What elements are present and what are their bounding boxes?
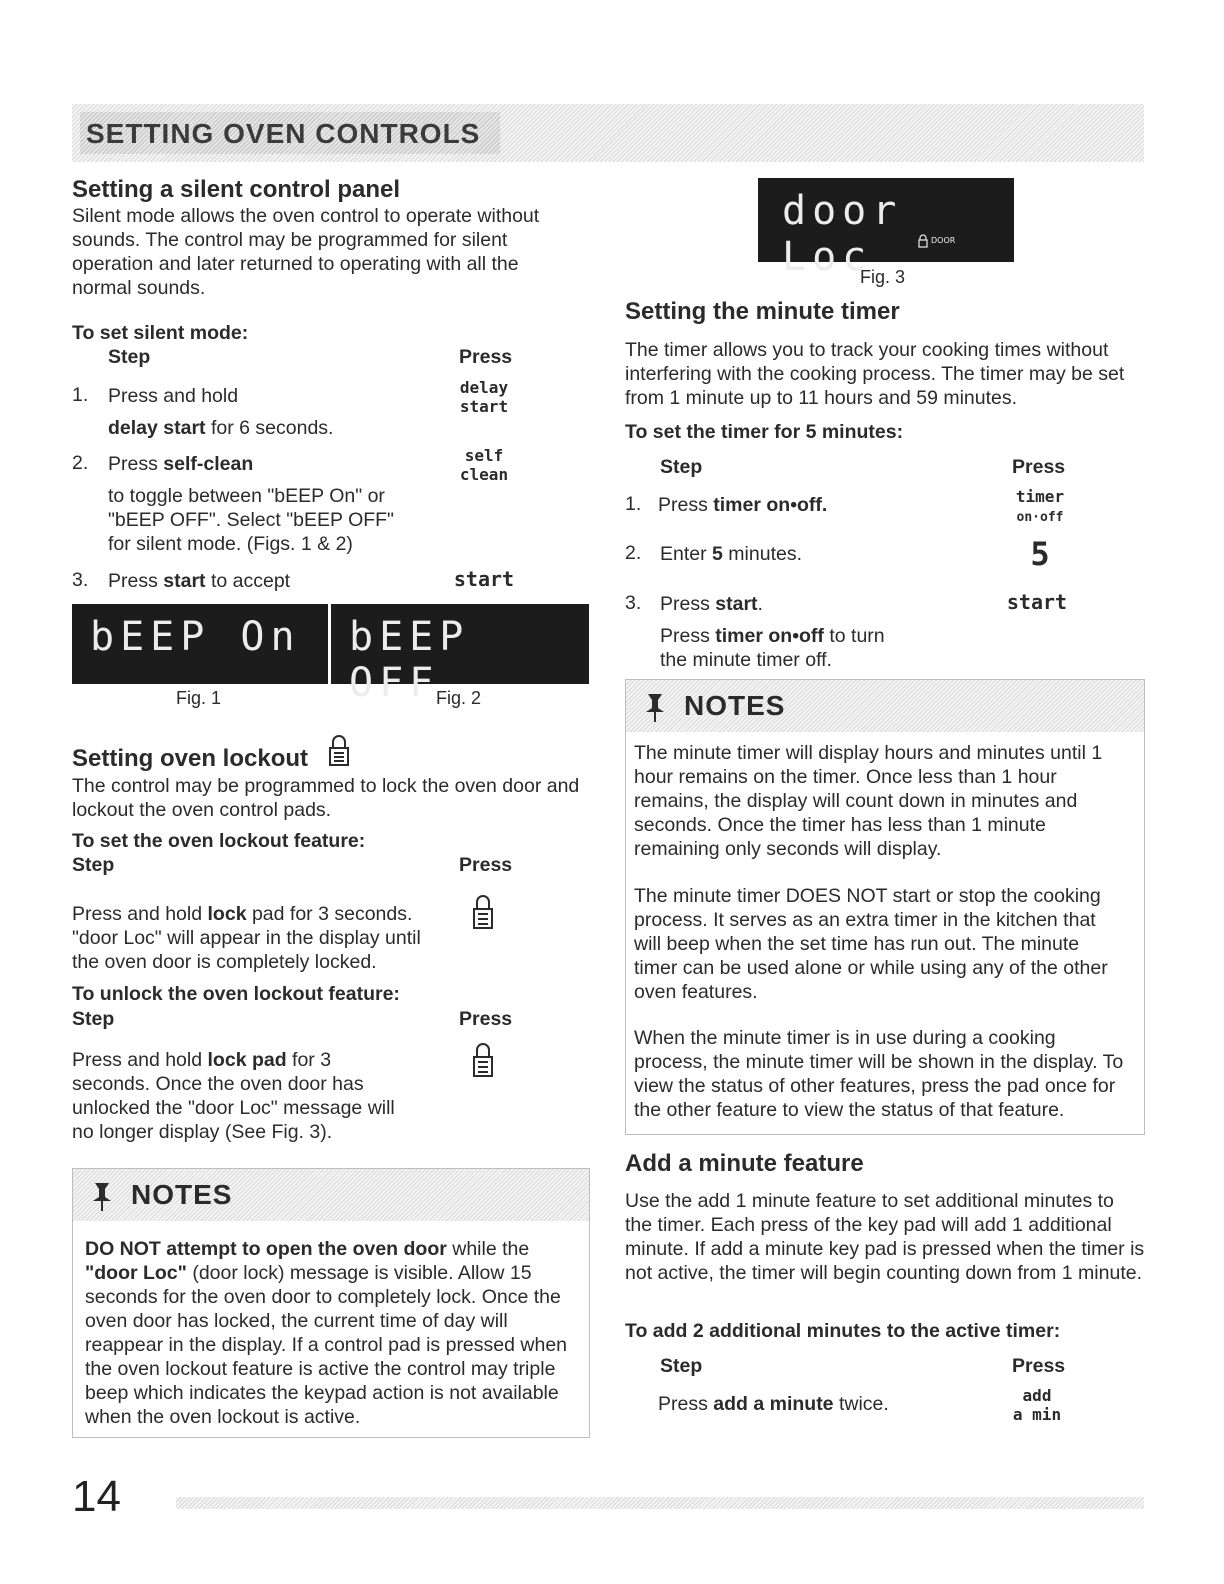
timer-on-off-key: timer on·off — [1015, 487, 1065, 525]
notes-paragraph: The minute timer DOES NOT start or stop the cooking process. It serves as an extra timer in the kitchen that will beep when the set time has run out. The minute timer can be used alone or while using any of the other oven features. — [634, 885, 1108, 1003]
step-text: Press timer on•off. — [658, 494, 828, 516]
key-name: delay start — [108, 417, 206, 439]
lockout-unlock-subheading: To unlock the oven lockout feature: — [72, 983, 400, 1005]
step-number: 2. — [625, 542, 642, 564]
pushpin-icon — [644, 690, 666, 724]
step-number: 1. — [625, 493, 642, 515]
addmin-press-header: Press — [1012, 1355, 1066, 1377]
notes-box — [72, 1168, 590, 1438]
section-banner — [72, 104, 1144, 162]
timer-press-header: Press — [1012, 456, 1066, 478]
step-text: to toggle between "bEEP On" or "bEEP OFF". Select "bEEP OFF" for silent mode. (Figs. 1 & 2) — [108, 485, 394, 555]
timer-intro: The timer allows you to track your cooking times without interfering with the cooking process. The timer may be set from 1 minute up to 11 hours and 59 minutes. — [625, 339, 1125, 409]
lock-icon — [918, 234, 928, 248]
addmin-heading: Add a minute feature — [625, 1150, 864, 1177]
addmin-subheading: To add 2 additional minutes to the active timer: — [625, 1320, 1061, 1342]
lock-icon — [472, 892, 494, 930]
step-number: 1. — [72, 384, 89, 406]
pushpin-icon — [91, 1179, 113, 1213]
notes-header — [73, 1169, 589, 1221]
step-number: 2. — [72, 452, 89, 474]
silent-subheading: To set silent mode: — [72, 322, 249, 344]
fig3-display: door Loc DOOR — [758, 178, 1014, 262]
unlock-step-header: Step — [72, 1008, 115, 1030]
lockout-intro: The control may be programmed to lock the oven door and lockout the oven control pads. — [72, 775, 580, 821]
number-5-key: 5 — [1030, 535, 1050, 573]
lockout-set-subheading: To set the oven lockout feature: — [72, 830, 366, 852]
fig2-caption: Fig. 2 — [436, 688, 482, 708]
silent-heading: Setting a silent control panel — [72, 176, 401, 203]
start-key: start — [453, 567, 515, 591]
step-text: Press add a minute twice. — [658, 1393, 889, 1415]
self-clean-key: self clean — [459, 446, 509, 484]
step-text: Enter 5 minutes. — [660, 543, 803, 565]
notes-paragraph: When the minute timer is in use during a cooking process, the minute timer will be shown in the display. To view the status of other features, press the pad once for the other feature to view the status of that feature. — [634, 1027, 1124, 1121]
lockout-unlock-text: Press and hold lock pad for 3 seconds. Once the oven door has unlocked the "door Loc" message will no longer display (See Fig. 3). — [72, 1049, 395, 1143]
page-title: SETTING OVEN CONTROLS — [86, 118, 481, 149]
lockout-step-header: Step — [72, 854, 115, 876]
addmin-step-header: Step — [660, 1355, 703, 1377]
lockout-press-header: Press — [459, 854, 513, 876]
notes-box — [625, 679, 1145, 1135]
fig1-display: bEEP On — [72, 604, 328, 684]
timer-step-header: Step — [660, 456, 703, 478]
lockout-set-text: Press and hold lock pad for 3 seconds. "door Loc" will appear in the display until the oven door is completely locked. — [72, 903, 421, 973]
step-text: Press start. — [660, 593, 763, 615]
notes-title: NOTES — [131, 1179, 233, 1210]
step-text: delay start for 6 seconds. — [108, 417, 334, 439]
page-number: 14 — [72, 1472, 121, 1521]
fig3-caption: Fig. 3 — [860, 267, 906, 287]
notes-paragraph: The minute timer will display hours and minutes until 1 hour remains on the timer. Once less than 1 hour remains, the display will count down in minutes and seconds. Once the timer has less than 1 minute remaining only seconds will display. — [634, 742, 1103, 860]
notes-header — [626, 680, 1144, 732]
step-text: Press start to accept — [108, 570, 291, 592]
step-text: Press timer on•off to turn the minute timer off. — [660, 625, 885, 671]
fig2-display: bEEP OFF — [331, 604, 589, 684]
step-text: Press self-clean — [108, 453, 254, 475]
addmin-intro: Use the add 1 minute feature to set additional minutes to the timer. Each press of the key pad will add 1 additional minute. If add a minute key pad is pressed when the timer is not active, the timer will begin counting down from 1 minute. — [625, 1190, 1145, 1284]
door-indicator: DOOR — [931, 236, 956, 245]
start-key: start — [1006, 590, 1068, 614]
silent-intro: Silent mode allows the oven control to operate without sounds. The control may be programmed for silent operation and later returned to operating with all the normal sounds. — [72, 205, 540, 299]
timer-subheading: To set the timer for 5 minutes: — [625, 421, 904, 443]
timer-heading: Setting the minute timer — [625, 298, 900, 325]
lockout-heading: Setting oven lockout — [72, 745, 309, 772]
unlock-press-header: Press — [459, 1008, 513, 1030]
step-number: 3. — [72, 569, 89, 591]
footer-rule — [176, 1497, 1144, 1509]
silent-step-header: Step — [108, 346, 151, 368]
silent-press-header: Press — [459, 346, 513, 368]
step-text: Press and hold — [108, 385, 239, 407]
step-number: 3. — [625, 592, 642, 614]
notes-title: NOTES — [684, 690, 786, 721]
add-a-min-key: add a min — [1012, 1386, 1062, 1424]
delay-start-key: delay start — [459, 378, 509, 416]
lock-icon — [472, 1040, 494, 1078]
lock-icon — [328, 733, 350, 767]
fig1-caption: Fig. 1 — [176, 688, 222, 708]
key-name: self-clean — [163, 453, 254, 475]
notes-text: DO NOT attempt to open the oven door while the "door Loc" (door lock) message is visible. Allow 15 seconds for the oven door to completely lock. Once the oven door has locked, the current time of day will reappear in the display. If a control pad is pressed when the oven lockout feature is active the control may triple beep which indicates the keypad action is not available when the oven lockout is active. — [85, 1238, 568, 1428]
